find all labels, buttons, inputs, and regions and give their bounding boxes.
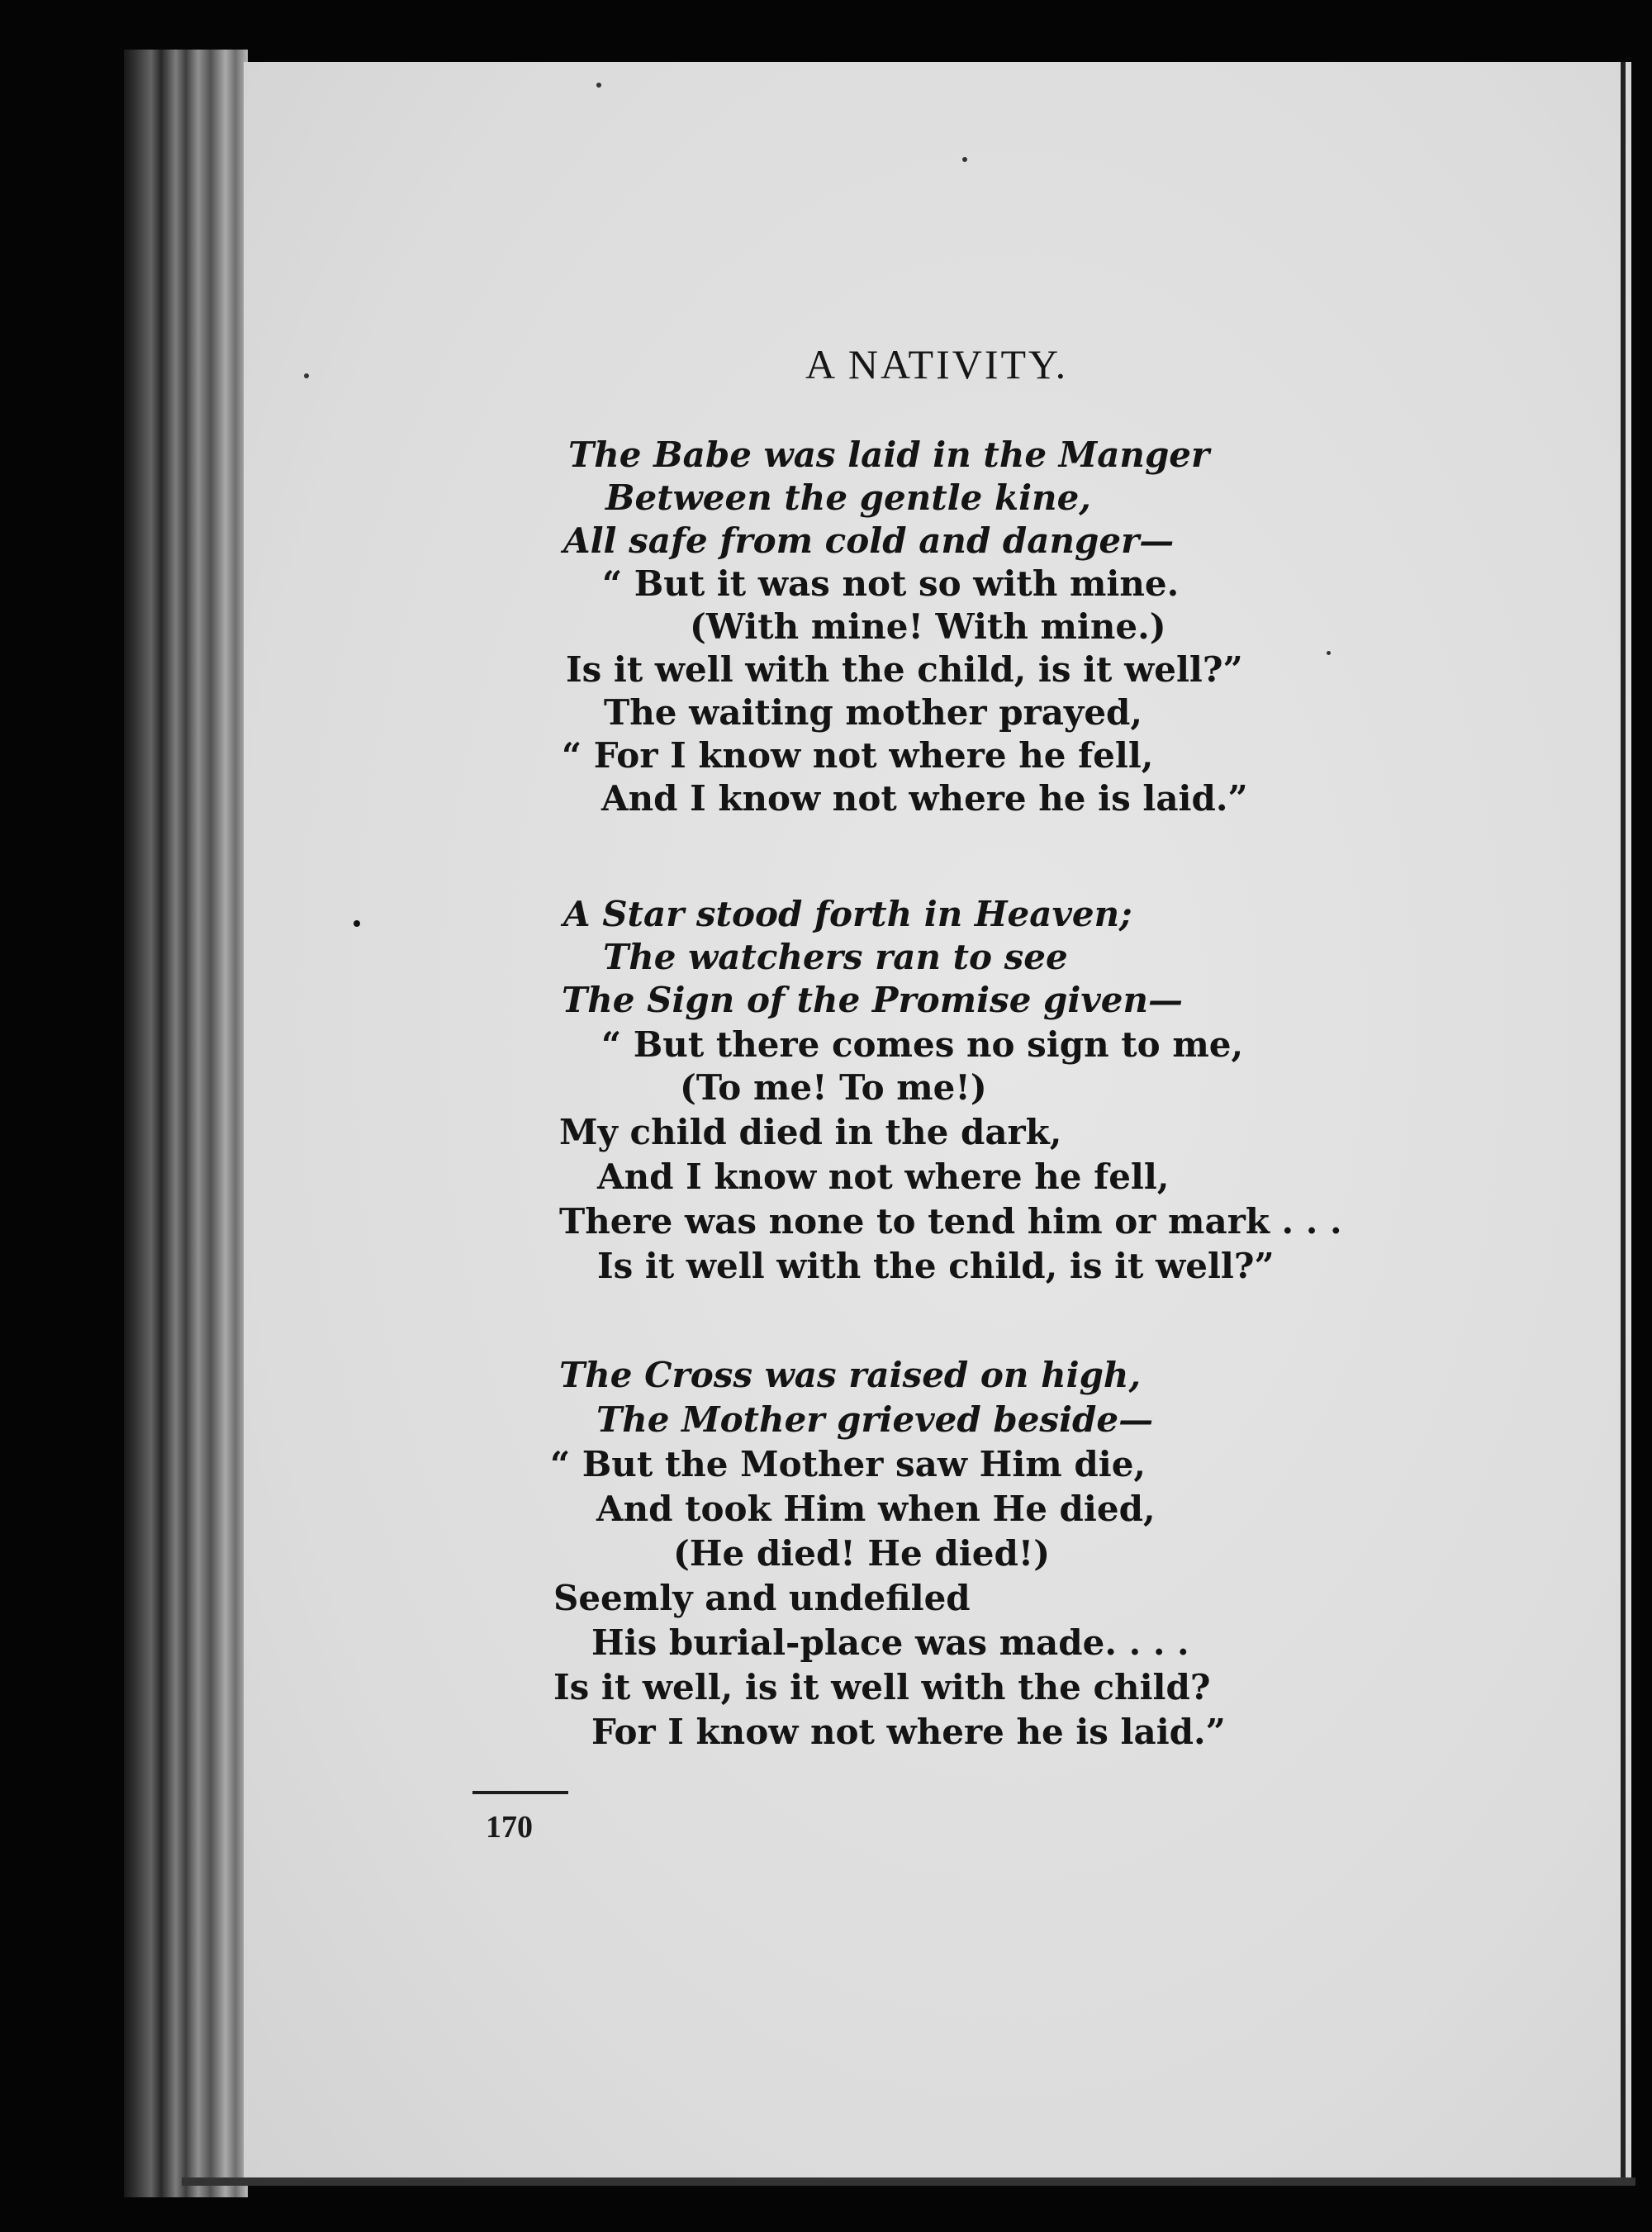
stanza-2-line-9: Is it well with the child, is it well?”	[597, 1246, 1275, 1286]
stanza-3-line-9: For I know not where he is laid.”	[591, 1712, 1226, 1752]
stanza-3-line-7: His burial-place was made. . . .	[591, 1622, 1189, 1663]
page-number: 170	[486, 1810, 533, 1845]
stanza-1-line-3: All safe from cold and danger—	[563, 520, 1175, 561]
stanza-3-line-3: “ But the Mother saw Him die,	[550, 1444, 1146, 1484]
footer-rule	[472, 1791, 568, 1794]
stanza-2-line-5: (To me! To me!)	[680, 1067, 987, 1108]
stanza-1-line-8: “ For I know not where he fell,	[562, 735, 1154, 776]
stanza-2-line-6: My child died in the dark,	[559, 1112, 1062, 1152]
book-page-edges	[124, 50, 248, 2197]
stanza-2-line-1: A Star stood forth in Heaven;	[563, 894, 1132, 934]
page-right-edge	[1621, 62, 1626, 2185]
stanza-1-line-4: “ But it was not so with mine.	[602, 563, 1180, 604]
stanza-2-line-4: “ But there comes no sign to me,	[601, 1024, 1244, 1065]
stanza-3-line-4: And took Him when He died,	[596, 1489, 1156, 1529]
stanza-1-line-5: (With mine! With mine.)	[690, 606, 1166, 647]
scan-speck	[354, 920, 360, 927]
stanza-3-line-6: Seemly and undefiled	[553, 1578, 971, 1618]
scan-speck	[304, 373, 309, 378]
poem-title: A NATIVITY.	[805, 341, 1069, 387]
scan-speck	[596, 83, 601, 88]
stanza-1-line-2: Between the gentle kine,	[605, 477, 1091, 518]
stanza-2-line-3: The Sign of the Promise given—	[562, 980, 1184, 1020]
stanza-2-line-7: And I know not where he fell,	[597, 1156, 1170, 1197]
scan-speck	[1327, 651, 1331, 655]
stanza-2-line-2: The watchers ran to see	[603, 937, 1068, 977]
stanza-1-line-1: The Babe was laid in the Manger	[568, 435, 1210, 475]
stanza-1-line-6: Is it well with the child, is it well?”	[566, 649, 1243, 690]
stanza-2-line-8: There was none to tend him or mark . . .	[559, 1201, 1342, 1242]
stanza-1-line-9: And I know not where he is laid.”	[601, 778, 1248, 819]
stanza-3-line-1: The Cross was raised on high,	[559, 1355, 1142, 1395]
stanza-3-line-2: The Mother grieved beside—	[596, 1399, 1154, 1440]
page-bottom-edge	[182, 2177, 1635, 2186]
stanza-1-line-7: The waiting mother prayed,	[604, 692, 1143, 733]
stanza-3-line-5: (He died! He died!)	[673, 1533, 1051, 1574]
stanza-3-line-8: Is it well, is it well with the child?	[553, 1667, 1211, 1707]
scan-speck	[962, 157, 967, 162]
